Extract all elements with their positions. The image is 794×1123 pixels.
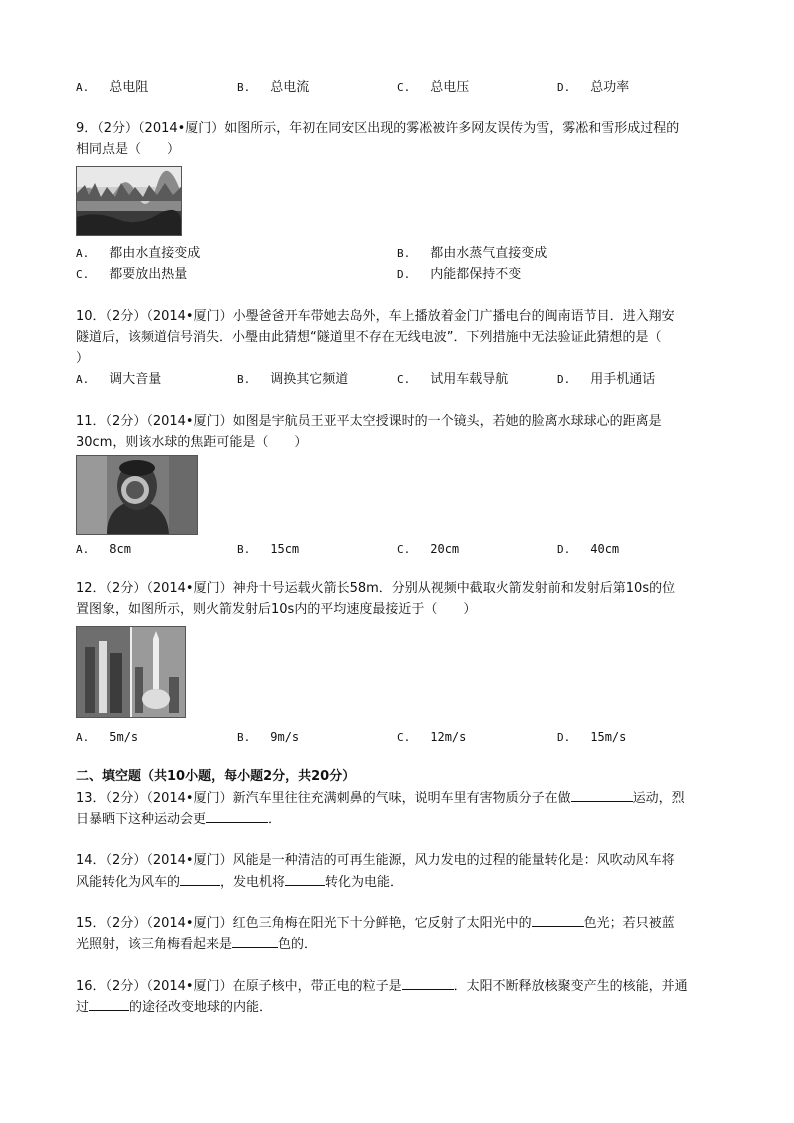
q16-text-2a: 过: [76, 1000, 90, 1015]
q11-option-c: C. 20cm: [397, 542, 460, 556]
q15-blank-2: [232, 935, 278, 948]
q9-stem-line2: 相同点是（ ）: [76, 142, 181, 157]
rime-frost-photo: [76, 166, 182, 236]
q14-blank-2: [285, 873, 325, 886]
q16-blank-2: [89, 998, 129, 1011]
q11-stem-line2: 30cm，则该水球的焦距可能是（ ）: [76, 435, 308, 450]
q8-option-c: C. 总电压: [397, 80, 470, 95]
section2-title: 二、填空题（共10小题，每小题2分，共20分）: [76, 769, 356, 784]
q16-text-1a: 16．（2分）（2014•厦门）在原子核中，带正电的粒子是: [76, 979, 402, 994]
q16-text-2b: 的途径改变地球的内能．: [129, 1000, 273, 1015]
q10-stem-line3: ）: [76, 351, 90, 366]
q9-option-c: C. 都要放出热量: [76, 267, 188, 282]
q15-text-2a: 光照射，该三角梅看起来是: [76, 937, 233, 952]
q12-stem-line2: 置图象，如图所示，则火箭发射后10s内的平均速度最接近于（ ）: [76, 602, 477, 617]
q13-text-2b: ．: [268, 812, 282, 827]
q12-option-b: B. 9m/s: [237, 730, 300, 744]
q12-stem-line1: 12．（2分）（2014•厦门）神舟十号运载火箭长58m．分别从视频中截取火箭发射前和发射后第10s的位: [76, 581, 676, 596]
q10-stem-line1: 10．（2分）（2014•厦门）小璺爸爸开车带她去岛外，车上播放着金门广播电台的闽南语节目．进入翔安: [76, 309, 675, 324]
q9-option-a: A. 都由水直接变成: [76, 246, 201, 261]
q13-text-1b: 运动，烈: [632, 791, 685, 806]
q13-text-1a: 13．（2分）（2014•厦门）新汽车里往往充满刺鼻的气味，说明车里有害物质分子在做: [76, 791, 571, 806]
q15-line2: [76, 935, 317, 954]
q12-option-a: A. 5m/s: [76, 730, 139, 744]
q15-text-1a: 15．（2分）（2014•厦门）红色三角梅在阳光下十分鲜艳，它反射了太阳光中的: [76, 916, 532, 931]
q15-line1: [76, 914, 675, 933]
q14-text-2b: ，发电机将: [220, 875, 286, 890]
rocket-launch-photos: [76, 626, 186, 718]
q12-option-d: D. 15m/s: [557, 730, 627, 744]
q11-option-a: A. 8cm: [76, 542, 131, 556]
q13-blank-1: [571, 789, 633, 802]
q12-option-c: C. 12m/s: [397, 730, 467, 744]
q10-option-c: C. 试用车载导航: [397, 372, 509, 387]
q9-stem-line1: 9．（2分）（2014•厦门）如图所示，年初在同安区出现的雾凇被许多网友误传为雪，雾凇和雪形成过程的: [76, 121, 680, 136]
q16-line2: [76, 998, 272, 1017]
q11-option-b: B. 15cm: [237, 542, 300, 556]
astronaut-water-ball-photo: [76, 455, 198, 535]
q9-option-d: D. 内能都保持不变: [397, 267, 522, 282]
q14-blank-1: [180, 873, 220, 886]
q14-text-2a: 风能转化为风车的: [76, 875, 181, 890]
q8-option-b: B. 总电流: [237, 80, 310, 95]
q14-line2: [76, 873, 403, 892]
q14-line1: 14．（2分）（2014•厦门）风能是一种清洁的可再生能源，风力发电的过程的能量转化是：风吹动风车将: [76, 853, 675, 868]
q10-stem-line2: 隧道后，该频道信号消失．小璺由此猜想“隧道里不存在无线电波”．下列措施中无法验证此猜想的是（: [76, 330, 662, 345]
q15-text-1b: 色光；若只被蓝: [583, 916, 675, 931]
q14-text-2c: 转化为电能．: [325, 875, 404, 890]
q13-blank-2: [206, 810, 268, 823]
q8-option-a: A. 总电阻: [76, 80, 149, 95]
q15-text-2b: 色的．: [278, 937, 318, 952]
q15-blank-1: [532, 914, 584, 927]
q10-option-d: D. 用手机通话: [557, 372, 656, 387]
q13-line2: [76, 810, 281, 829]
q11-option-d: D. 40cm: [557, 542, 620, 556]
q16-blank-1: [402, 977, 454, 990]
q16-line1: [76, 977, 688, 996]
q13-line1: [76, 789, 685, 808]
q10-option-b: B. 调换其它频道: [237, 372, 349, 387]
q10-option-a: A. 调大音量: [76, 372, 162, 387]
q8-option-d: D. 总功率: [557, 80, 630, 95]
q16-text-1b: ．太阳不断释放核聚变产生的核能，并通: [453, 979, 688, 994]
q9-option-b: B. 都由水蒸气直接变成: [397, 246, 548, 261]
q13-text-2a: 日暴晒下这种运动会更: [76, 812, 207, 827]
q11-stem-line1: 11．（2分）（2014•厦门）如图是宇航员王亚平太空授课时的一个镜头，若她的脸离水球球心的距离是: [76, 414, 662, 429]
